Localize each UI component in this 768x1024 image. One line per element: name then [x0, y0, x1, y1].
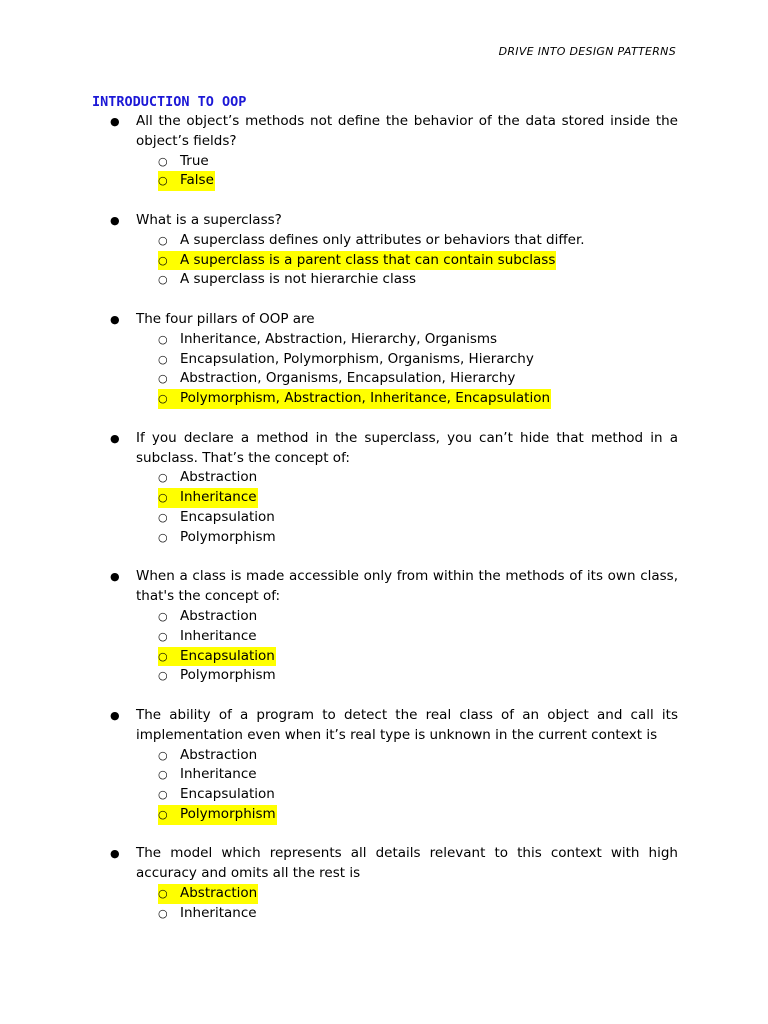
answer-option: [158, 607, 678, 627]
option-label: Abstraction: [180, 885, 258, 902]
circle-bullet-icon: ○: [158, 649, 168, 663]
highlight-mark: [158, 805, 277, 825]
bullet-icon: ●: [110, 847, 120, 861]
option-label: Polymorphism: [180, 528, 276, 545]
bullet-icon: ●: [110, 570, 120, 584]
question-spacer: [92, 686, 678, 706]
bullet-icon: ●: [110, 431, 120, 445]
question-item: [92, 112, 678, 211]
option-list: [92, 746, 678, 825]
circle-bullet-icon: ○: [158, 154, 168, 168]
answer-option: [158, 746, 678, 766]
circle-bullet-icon: ○: [158, 352, 168, 366]
highlight-mark: [158, 389, 551, 409]
answer-option: [158, 152, 678, 172]
page-content: [92, 92, 678, 924]
option-label: Inheritance: [180, 489, 257, 506]
circle-bullet-icon: ○: [158, 491, 168, 505]
option-label: Abstraction: [180, 607, 258, 624]
circle-bullet-icon: ○: [158, 768, 168, 782]
bullet-icon: ●: [110, 312, 120, 326]
question-text: What is a superclass?: [136, 211, 282, 228]
option-wrap: [158, 607, 258, 627]
option-wrap: [158, 746, 258, 766]
option-label: Polymorphism, Abstraction, Inheritance, Encapsulation: [180, 390, 551, 407]
option-list: [92, 607, 678, 686]
question-item: [92, 706, 678, 845]
question-item: [92, 567, 678, 706]
bullet-icon: ●: [110, 708, 120, 722]
option-list: [92, 468, 678, 547]
option-wrap: [158, 666, 277, 686]
option-label: Inheritance: [180, 904, 257, 921]
circle-bullet-icon: ○: [158, 887, 168, 901]
question-spacer: [92, 409, 678, 429]
answer-option-correct: [158, 389, 678, 409]
question-item: [92, 310, 678, 429]
circle-bullet-icon: ○: [158, 510, 168, 524]
question-item: [92, 844, 678, 923]
option-label: A superclass defines only attributes or behaviors that differ.: [180, 231, 585, 248]
option-wrap: [158, 369, 516, 389]
bullet-icon: ●: [110, 115, 120, 128]
question-text: The four pillars of OOP are: [136, 310, 315, 327]
circle-bullet-icon: ○: [158, 471, 168, 485]
question-text: If you declare a method in the superclass, you can’t hide that method in a subclass. That’s the concept of:: [136, 429, 678, 466]
circle-bullet-icon: ○: [158, 392, 168, 406]
option-wrap: [158, 785, 276, 805]
question-spacer: [92, 825, 678, 845]
answer-option-correct: [158, 805, 678, 825]
option-wrap: [158, 152, 210, 172]
answer-option: [158, 231, 678, 251]
option-label: Inheritance: [180, 627, 257, 644]
circle-bullet-icon: ○: [158, 233, 168, 247]
option-label: A superclass is not hierarchie class: [180, 271, 417, 288]
highlight-mark: [158, 647, 276, 667]
circle-bullet-icon: ○: [158, 372, 168, 386]
question-spacer: [92, 548, 678, 568]
option-wrap: [158, 350, 535, 370]
circle-bullet-icon: ○: [158, 807, 168, 821]
option-wrap: [158, 765, 258, 785]
option-label: Abstraction, Organisms, Encapsulation, Hierarchy: [180, 370, 516, 387]
option-label: Abstraction: [180, 469, 258, 486]
option-list: [92, 330, 678, 409]
option-label: Polymorphism: [180, 667, 276, 684]
option-label: True: [180, 152, 209, 169]
circle-bullet-icon: ○: [158, 906, 168, 920]
answer-option: [158, 350, 678, 370]
option-label: Encapsulation: [180, 508, 275, 525]
question-item: [92, 211, 678, 310]
answer-option: [158, 270, 678, 290]
circle-bullet-icon: ○: [158, 609, 168, 623]
option-label: Polymorphism: [180, 805, 276, 822]
option-list: [92, 231, 678, 290]
option-label: Inheritance, Abstraction, Hierarchy, Organisms: [180, 330, 498, 347]
answer-option: [158, 785, 678, 805]
option-label: Encapsulation, Polymorphism, Organisms, Hierarchy: [180, 350, 534, 367]
circle-bullet-icon: ○: [158, 629, 168, 643]
answer-option: [158, 904, 678, 924]
answer-option: [158, 627, 678, 647]
answer-option-correct: [158, 251, 678, 271]
question-text: When a class is made accessible only from within the methods of its own class, that's the concept of:: [136, 568, 678, 605]
option-wrap: [158, 270, 417, 290]
highlight-mark: [158, 488, 258, 508]
option-wrap: [158, 627, 258, 647]
highlight-mark: [158, 171, 215, 191]
circle-bullet-icon: ○: [158, 253, 168, 267]
option-list: [92, 884, 678, 924]
answer-option: [158, 528, 678, 548]
section-title: INTRODUCTION TO OOP: [92, 94, 247, 110]
answer-option: [158, 508, 678, 528]
question-text: The ability of a program to detect the real class of an object and call its implementation even when it’s real type is unknown in the current context is: [136, 706, 678, 743]
running-header: DRIVE INTO DESIGN PATTERNS: [498, 45, 676, 58]
question-item: [92, 429, 678, 568]
question-text: All the object’s methods not define the behavior of the data stored inside the object’s fields?: [136, 113, 678, 149]
question-list: [92, 112, 678, 924]
option-label: Inheritance: [180, 766, 257, 783]
answer-option: [158, 765, 678, 785]
answer-option: [158, 330, 678, 350]
answer-option: [158, 369, 678, 389]
option-label: Encapsulation: [180, 647, 275, 664]
option-wrap: [158, 231, 586, 251]
option-wrap: [158, 468, 258, 488]
answer-option-correct: [158, 884, 678, 904]
bullet-icon: ●: [110, 213, 120, 227]
answer-option-correct: [158, 647, 678, 667]
question-spacer: [92, 290, 678, 310]
option-wrap: [158, 904, 258, 924]
highlight-mark: [158, 251, 556, 271]
option-list: [92, 152, 678, 192]
circle-bullet-icon: ○: [158, 669, 168, 683]
option-wrap: [158, 528, 277, 548]
option-label: Encapsulation: [180, 786, 275, 803]
option-label: Abstraction: [180, 746, 258, 763]
circle-bullet-icon: ○: [158, 174, 168, 188]
option-label: A superclass is a parent class that can contain subclass: [180, 251, 556, 268]
answer-option: [158, 666, 678, 686]
question-spacer: [92, 191, 678, 211]
circle-bullet-icon: ○: [158, 788, 168, 802]
option-wrap: [158, 330, 498, 350]
highlight-mark: [158, 884, 258, 904]
circle-bullet-icon: ○: [158, 530, 168, 544]
answer-option-correct: [158, 171, 678, 191]
question-text: The model which represents all details relevant to this context with high accuracy and omits all the rest is: [136, 845, 678, 882]
option-label: False: [180, 172, 214, 189]
answer-option: [158, 468, 678, 488]
answer-option-correct: [158, 488, 678, 508]
option-wrap: [158, 508, 276, 528]
circle-bullet-icon: ○: [158, 332, 168, 346]
circle-bullet-icon: ○: [158, 748, 168, 762]
circle-bullet-icon: ○: [158, 273, 168, 287]
